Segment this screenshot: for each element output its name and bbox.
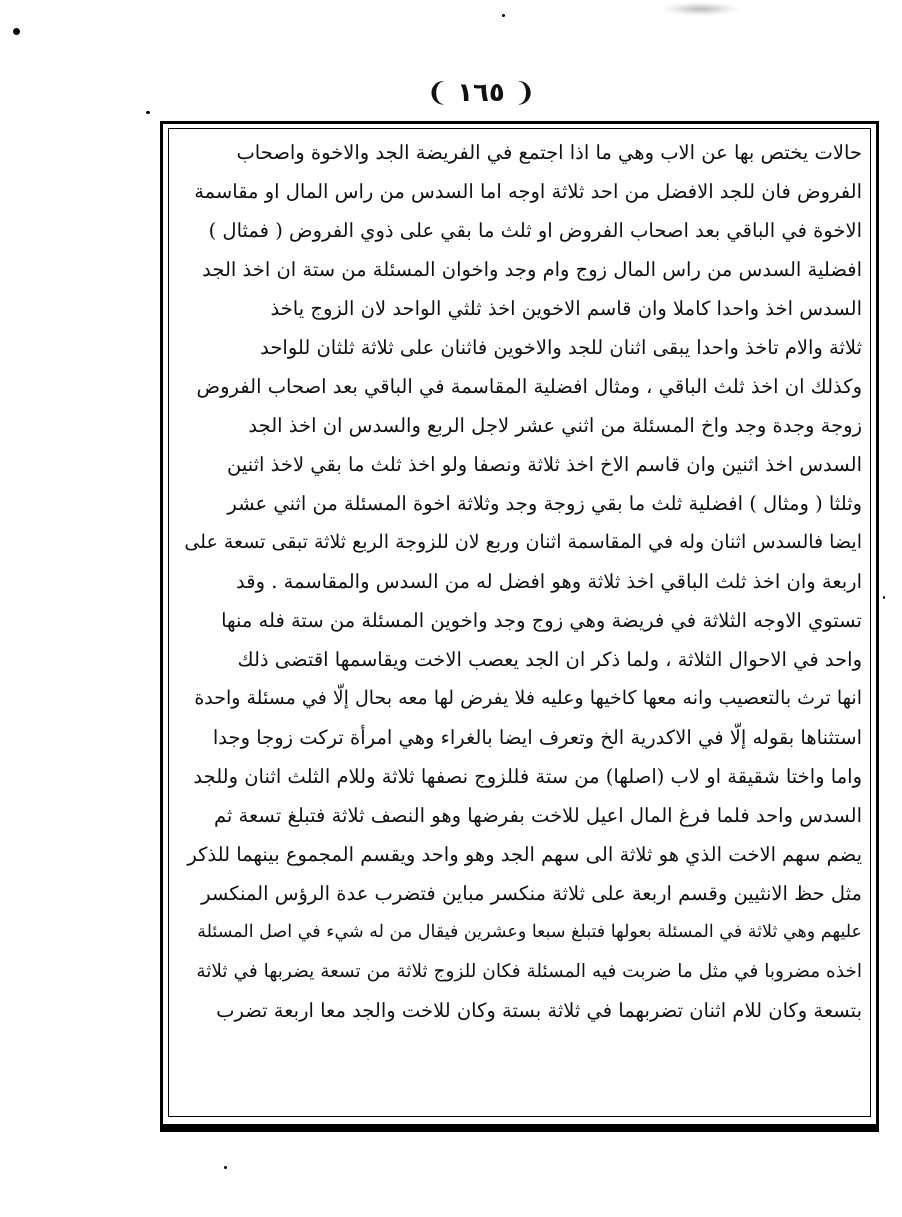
text-line: ثلاثة والام تاخذ واحدا يبقى اثنان للجد والاخوين فاثنان على ثلاثة ثلثان للواحد [260, 336, 862, 359]
text-line: بتسعة وكان للام اثنان تضربهما في ثلاثة بستة وكان للاخت والجد معا اربعة تضرب [216, 999, 862, 1022]
scan-speck [224, 1166, 227, 1169]
text-line: افضلية السدس من راس المال زوج وام وجد واخوان المسئلة من ستة ان اخذ الجد [202, 258, 862, 281]
scan-speck [13, 28, 20, 35]
text-line: الفروض فان للجد الافضل من احد ثلاثة اوجه اما السدس من راس المال او مقاسمة [194, 180, 862, 203]
text-line: واما واختا شقيقة او لاب (اصلها) من ستة فللزوج نصفها ثلاثة وللام الثلث اثنان وللجد [193, 765, 862, 788]
text-line: تستوي الاوجه الثلاثة في فريضة وهي زوج وجد واخوين المسئلة من ستة فله منها [221, 609, 862, 632]
body-text [182, 133, 862, 1030]
text-line: مثل حظ الانثيين وقسم اربعة على ثلاثة منكسر مباين فتضرب عدة الرؤس المنكسر [201, 882, 862, 905]
text-line: عليهم وهي ثلاثة في المسئلة بعولها فتبلغ سبعا وعشرين فيقال من له شيء في اصل المسئلة [197, 922, 862, 942]
text-line: استثناها بقوله إلّا في الاكدرية الخ وتعرف ايضا بالغراء وهي امرأة تركت زوجا وجدا [212, 726, 862, 749]
text-line: ايضا فالسدس اثنان وله في المقاسمة اثنان وربع لان للزوجة الربع ثلاثة تبقى تسعة على [184, 531, 862, 553]
text-line: اخذه مضروبا في مثل ما ضربت فيه المسئلة فكان للزوج ثلاثة من تسعة يضربها في ثلاثة [196, 961, 862, 982]
text-line: السدس اخذ واحدا كاملا وان قاسم الاخوين اخذ ثلثي الواحد لان الزوج ياخذ [270, 297, 862, 320]
text-line: زوجة وجدة وجد واخ المسئلة من اثني عشر لاجل الربع والسدس ان اخذ الجد [248, 414, 862, 437]
text-line: يضم سهم الاخت الذي هو ثلاثة الى سهم الجد وهو واحد ويقسم المجموع بينهما للذكر [187, 843, 862, 866]
scan-smudge [662, 2, 740, 16]
page-frame-bottom-rule [160, 1124, 879, 1132]
scan-speck [502, 14, 505, 17]
page-number: ❨ ١٦٥ ❩ [426, 78, 536, 108]
text-line: واحد في الاحوال الثلاثة ، ولما ذكر ان الجد يعصب الاخت ويقاسمها اقتضى ذلك [237, 648, 862, 671]
text-line: اربعة وان اخذ ثلث الباقي اخذ ثلاثة وهو افضل له من السدس والمقاسمة . وقد [236, 570, 862, 593]
text-line: وثلثا ( ومثال ) افضلية ثلث ما بقي زوجة وجد وثلاثة اخوة المسئلة من اثني عشر [227, 492, 862, 515]
text-line: الاخوة في الباقي بعد اصحاب الفروض او ثلث ما بقي على ذوي الفروض ( فمثال ) [208, 219, 862, 242]
text-line: وكذلك ان اخذ ثلث الباقي ، ومثال افضلية المقاسمة في الباقي بعد اصحاب الفروض [196, 375, 862, 398]
text-line: السدس اخذ اثنين وان قاسم الاخ اخذ ثلاثة ونصفا ولو اخذ ثلث ما بقي لاخذ اثنين [227, 453, 862, 476]
text-line: حالات يختص بها عن الاب وهي ما اذا اجتمع في الفريضة الجد والاخوة واصحاب [236, 141, 862, 164]
text-line: انها ترث بالتعصيب وانه معها كاخيها وعليه فلا يفرض لها معه بحال إلّا في مسئلة واحدة [194, 687, 862, 709]
scan-speck [146, 111, 150, 114]
scan-speck [883, 596, 885, 599]
text-line: السدس واحد فلما فرغ المال اعيل للاخت بفرضها وهو النصف ثلاثة فتبلغ تسعة ثم [213, 804, 862, 827]
